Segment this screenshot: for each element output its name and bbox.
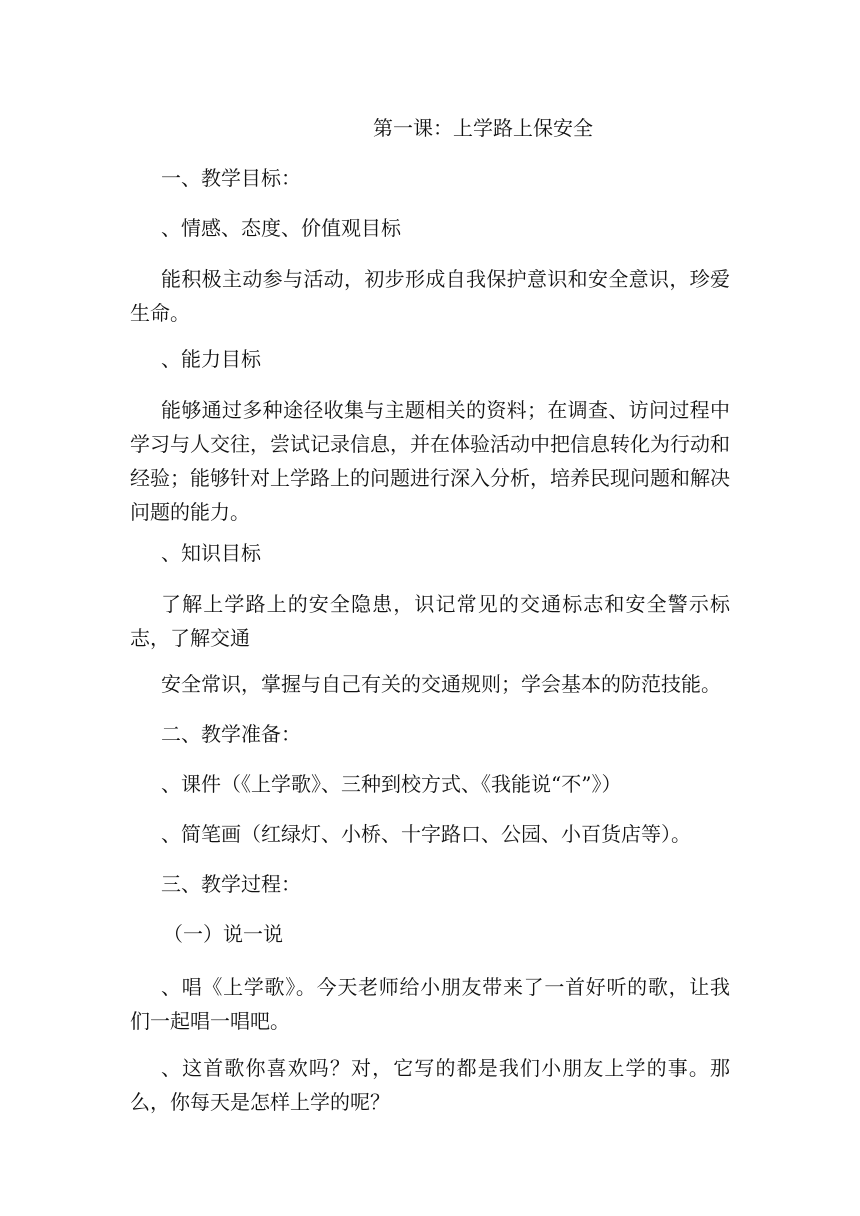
prep-item-drawings: 、简笔画（红绿灯、小桥、十字路口、公园、小百货店等）。	[161, 822, 691, 846]
document-title: 第一课：上学路上保安全	[373, 116, 593, 140]
goal-paragraph-emotion: 能积极主动参与活动，初步形成自我保护意识和安全意识，珍爱生命。	[130, 267, 730, 325]
prep-item-courseware: 、课件（《上学歌》、三种到校方式、《我能说“不”》）	[161, 772, 622, 796]
section-heading-objectives: 一、教学目标：	[161, 166, 301, 190]
step-heading-talk: （一）说一说	[163, 922, 283, 946]
goal-heading-ability: 、能力目标	[161, 347, 261, 371]
step-item-sing: 、唱《上学歌》。今天老师给小朋友带来了一首好听的歌，让我们一起唱一唱吧。	[130, 975, 730, 1033]
section-heading-process: 三、教学过程：	[161, 872, 301, 896]
goal-heading-emotion: 、情感、态度、价值观目标	[161, 216, 401, 240]
goal-heading-knowledge: 、知识目标	[161, 541, 261, 565]
step-item-question: 、这首歌你喜欢吗？对，它写的都是我们小朋友上学的事。那么，你每天是怎样上学的呢？	[130, 1056, 730, 1114]
goal-paragraph-ability: 能够通过多种途径收集与主题相关的资料；在调查、访问过程中学习与人交往，尝试记录信息，并在体验活动中把信息转化为行动和经验；能够针对上学路上的问题进行深入分析，培养民现问题和解决问题的能力。	[130, 398, 730, 524]
goal-paragraph-knowledge-cont: 安全常识，掌握与自己有关的交通规则；学会基本的防范技能。	[161, 672, 721, 696]
section-heading-preparation: 二、教学准备：	[161, 722, 301, 746]
goal-paragraph-knowledge: 了解上学路上的安全隐患，识记常见的交通标志和安全警示标志，了解交通	[130, 592, 730, 650]
